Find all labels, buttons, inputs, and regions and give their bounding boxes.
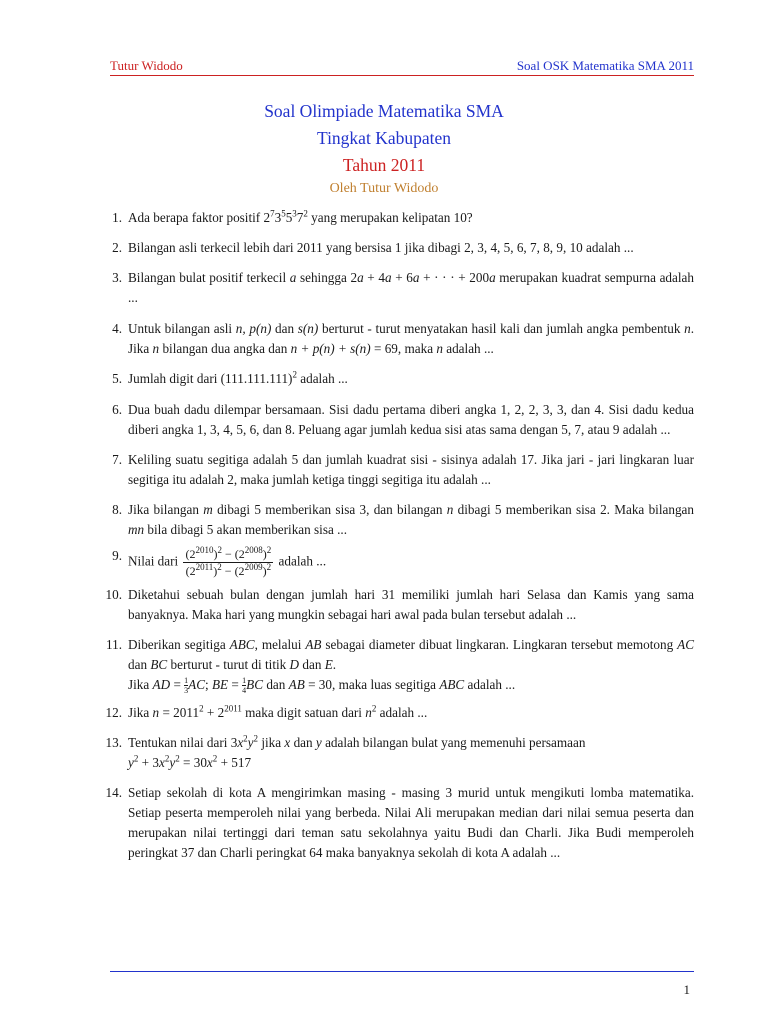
text: dibagi 5 memberikan sisa 3, dan bilangan — [212, 502, 447, 517]
problem-number: 7. — [112, 452, 122, 467]
text: + 517 — [217, 755, 252, 771]
problem-item — [104, 500, 694, 540]
problem-text: Nilai dari — [128, 553, 179, 569]
text: 7 — [296, 210, 304, 225]
text: Tentukan nilai dari 3 — [128, 735, 238, 751]
text: Ada berapa faktor positif 2 — [128, 210, 271, 225]
page-header — [110, 58, 694, 74]
problem-item — [104, 733, 694, 773]
math: AC — [188, 677, 206, 692]
math: AD — [152, 677, 171, 692]
text: adalah ... — [464, 677, 516, 692]
text: (2 — [185, 547, 196, 561]
math: s(n) — [297, 321, 319, 336]
problem-number: 4. — [112, 321, 122, 336]
header-rule — [110, 75, 694, 76]
text: dan — [290, 735, 316, 751]
problem-number: 5. — [112, 371, 122, 386]
problem-item — [104, 546, 694, 579]
sup: 2011 — [224, 704, 242, 715]
text: dan — [299, 657, 325, 672]
text: Bilangan bulat positif terkecil — [128, 270, 290, 285]
text: adalah bilangan bulat yang memenuhi persamaan — [321, 735, 586, 751]
math: y — [169, 755, 176, 771]
problem-text: Bilangan asli terkecil lebih dari 2011 yang bersisa 1 jika dibagi 2, 3, 4, 5, 6, 7, 8, 9, 10 adalah ... — [128, 240, 634, 255]
math: E — [324, 657, 333, 672]
problem-item — [104, 703, 694, 723]
math: ABC — [439, 677, 465, 692]
math: AB — [288, 677, 305, 692]
text: + 4 — [363, 270, 385, 285]
problem-item — [104, 635, 694, 695]
text: Jika — [128, 677, 153, 692]
document-subtitle: Tingkat Kabupaten — [317, 128, 451, 148]
sup: 2 — [212, 754, 218, 765]
math: AB — [305, 637, 322, 652]
problem-item — [104, 208, 694, 228]
sup: 7 — [270, 208, 275, 219]
sup: 2 — [199, 704, 204, 715]
sup: 2 — [164, 754, 170, 765]
fraction-numerator — [183, 546, 273, 563]
text: berturut - turut di titik — [167, 657, 290, 672]
text: = — [170, 677, 185, 692]
math: y — [247, 735, 254, 751]
fraction — [183, 546, 273, 579]
text: = 30, maka luas segitiga — [304, 677, 440, 692]
math: AC — [677, 637, 694, 652]
problem-number: 13. — [105, 735, 122, 751]
text: + · · · + 200 — [419, 270, 490, 285]
text: dan — [271, 321, 298, 336]
text: Jika bilangan — [128, 502, 204, 517]
text: Diberikan segitiga — [128, 637, 230, 652]
footer-rule — [110, 971, 694, 972]
sup: 3 — [292, 208, 297, 219]
text: Jumlah digit dari (111.111.111) — [128, 371, 293, 386]
text: = 2011 — [159, 705, 200, 721]
problem-item — [104, 319, 694, 359]
problem-list — [104, 208, 694, 863]
sup: 2 — [266, 562, 272, 572]
sup: 2009 — [244, 562, 263, 572]
math: n — [152, 705, 160, 721]
problem-item — [104, 400, 694, 440]
math: BE — [212, 677, 229, 692]
sup: 5 — [281, 208, 286, 219]
problem-number: 9. — [112, 548, 122, 563]
sup: 2010 — [195, 545, 214, 555]
math: n — [152, 341, 160, 356]
text: 3 — [274, 210, 282, 225]
problem-item — [104, 238, 694, 258]
sup: 2 — [303, 208, 308, 219]
problem-text: adalah ... — [278, 553, 327, 569]
math: a — [357, 270, 364, 285]
sup: 2 — [266, 545, 272, 555]
math: n — [684, 321, 691, 336]
text: = 30 — [179, 755, 207, 771]
sup: 2 — [175, 754, 180, 765]
math: n, p(n) — [235, 321, 272, 336]
sup: 2 — [292, 369, 297, 380]
problem-text: Keliling suatu segitiga adalah 5 dan jumlah kuadrat sisi - sisinya adalah 17. Jika jari - jari lingkaran luar segitiga itu adalah 2, maka jumlah ketiga tinggi segitiga itu adalah ... — [128, 452, 694, 487]
text: sehingga 2 — [296, 270, 358, 285]
document-title: Soal Olimpiade Matematika SMA — [264, 101, 504, 121]
text: berturut - turut menyatakan hasil kali dan jumlah angka pembentuk — [318, 321, 685, 336]
problem-item — [104, 585, 694, 625]
text: ) — [213, 564, 218, 578]
math: x — [206, 755, 213, 771]
text: merupakan kuadrat sempurna adalah ... — [128, 270, 694, 305]
math: ABC — [229, 637, 255, 652]
math: n + p(n) + s(n) — [290, 341, 371, 356]
math: m — [203, 502, 213, 517]
text: = 69, maka — [370, 341, 437, 356]
problem-number: 14. — [105, 785, 122, 801]
problem-number: 3. — [112, 270, 122, 285]
problem-number: 2. — [112, 240, 122, 255]
text: . — [332, 657, 337, 672]
math: x — [284, 735, 291, 751]
text: − (2 — [221, 564, 245, 578]
text: ) — [213, 547, 218, 561]
math: x — [158, 755, 165, 771]
math: D — [289, 657, 300, 672]
sup: 2 — [371, 704, 377, 715]
math: a — [384, 270, 392, 285]
math: y — [128, 755, 134, 771]
problem-text: Dua buah dadu dilempar bersamaan. Sisi dadu pertama diberi angka 1, 2, 2, 3, 3, dan 4. Sisi dadu kedua diberi angka 1, 3, 4, 5, 6, dan 8. Peluang agar jumlah kedua sisi atas sama dengan 5, 7, atau 9 adalah ... — [128, 402, 694, 437]
text: adalah ... — [296, 371, 348, 386]
text: Jika — [128, 705, 153, 721]
sup: 2008 — [244, 545, 263, 555]
math: BC — [246, 677, 264, 692]
math: n — [365, 705, 372, 721]
problem-item — [104, 268, 694, 308]
sup: 2 — [217, 562, 222, 572]
text: = — [228, 677, 243, 692]
text: ; — [205, 677, 212, 692]
text: maka digit satuan dari — [241, 705, 366, 721]
text: dibagi 5 memberikan sisa 2. Maka bilangan — [453, 502, 694, 517]
problem-number: 1. — [112, 210, 122, 225]
num: 1 — [242, 676, 247, 686]
text: ) — [262, 547, 267, 561]
text: + 6 — [391, 270, 413, 285]
problem-text: Diketahui sebuah bulan dengan jumlah hari 31 memiliki jumlah hari Selasa dan Kamis yang sama banyaknya. Maka hari yang mungkin sebagai hari awal pada bulan tersebut adalah ... — [128, 587, 694, 622]
document-author: Oleh Tutur Widodo — [329, 181, 439, 196]
text: . Jika — [128, 321, 694, 356]
text: jika — [258, 735, 285, 751]
math: a — [489, 270, 496, 285]
problem-item — [104, 450, 694, 490]
problem-text: Setiap sekolah di kota A mengirimkan masing - masing 3 murid untuk mengikuti lomba matematika. Setiap peserta memperoleh nilai yang berbeda. Nilai Ali merupakan median dari nilai semua peserta dan merupakan nilai tertinggi dari teman satu sekolahnya yaitu Budi dan Charli. Jika Budi memperoleh peringkat 37 dan Charli peringkat 64 maka banyaknya sekolah di kota A adalah ... — [128, 785, 694, 861]
sup: 2 — [253, 734, 259, 745]
den: 3 — [184, 686, 189, 696]
text: yang merupakan kelipatan 10? — [307, 210, 473, 225]
text: + 3 — [138, 755, 159, 771]
text: adalah ... — [376, 705, 428, 721]
problem-number: 6. — [112, 402, 122, 417]
sup: 2011 — [195, 562, 214, 572]
document-year: Tahun 2011 — [342, 155, 426, 175]
math: a — [289, 270, 297, 285]
math: x — [237, 735, 244, 751]
sup: 2 — [133, 754, 139, 765]
math: y — [315, 735, 322, 751]
title-block — [0, 98, 768, 199]
num: 1 — [184, 676, 189, 686]
text: (2 — [185, 564, 196, 578]
math: n — [446, 502, 454, 517]
problem-item — [104, 783, 694, 863]
math: a — [412, 270, 420, 285]
problem-number: 11. — [106, 637, 122, 652]
text: sebagai diameter dibuat lingkaran. Lingkaran tersebut memotong — [321, 637, 678, 652]
text: adalah ... — [442, 341, 494, 356]
problem-number: 12. — [105, 705, 122, 721]
text: Untuk bilangan asli — [128, 321, 236, 336]
fraction-denominator — [183, 563, 273, 579]
problem-number: 8. — [112, 502, 122, 517]
text: bila dibagi 5 akan memberikan sisa ... — [144, 522, 348, 537]
text: 5 — [285, 210, 293, 225]
text: + 2 — [203, 705, 225, 721]
text: − (2 — [221, 547, 245, 561]
text: , melalui — [254, 637, 306, 652]
text: dan — [128, 657, 151, 672]
problem-item — [104, 369, 694, 389]
sup: 2 — [217, 545, 222, 555]
sup: 2 — [243, 734, 248, 745]
header-title: Soal OSK Matematika SMA 2011 — [516, 58, 694, 73]
problem-number: 10. — [105, 587, 122, 602]
text: dan — [263, 677, 289, 692]
text: ) — [262, 564, 267, 578]
text: bilangan dua angka dan — [159, 341, 291, 356]
header-author: Tutur Widodo — [110, 58, 183, 73]
math: BC — [150, 657, 168, 672]
math: n — [436, 341, 443, 356]
math: mn — [128, 522, 145, 537]
page-number: 1 — [683, 982, 690, 997]
den: 4 — [242, 686, 247, 696]
